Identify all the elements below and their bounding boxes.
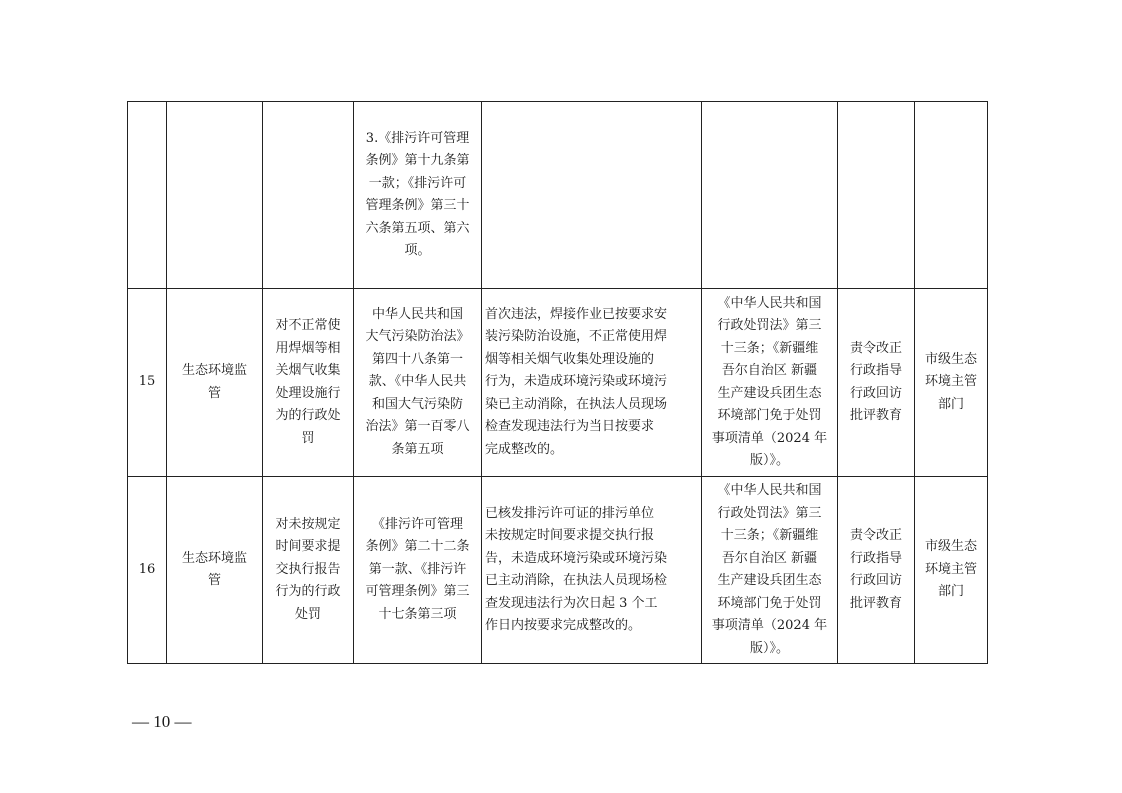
category-cell: 生态环境监 管: [167, 477, 263, 664]
exemption-basis-cell: 《中华人民共和国 行政处罚法》第三 十三条；《新疆维 吾尔自治区 新疆 生产建设兵团生态 环境部门免于处罚 事项清单（2024 年 版）》。: [702, 289, 838, 477]
department-cell: 市级生态 环境主管 部门: [915, 477, 988, 664]
measures-cell: 责令改正 行政指导 行政回访 批评教育: [838, 289, 915, 477]
category-cell: [167, 102, 263, 289]
legal-basis-cell: 3.《排污许可管理 条例》第十九条第 一款；《排污许可 管理条例》第三十 六条第五项、第六 项。: [354, 102, 482, 289]
row-number-cell: [128, 102, 167, 289]
item-cell: 对未按规定 时间要求提 交执行报告 行为的行政 处罚: [263, 477, 354, 664]
row-number-cell: 16: [128, 477, 167, 664]
exemption-basis-cell: 《中华人民共和国 行政处罚法》第三 十三条；《新疆维 吾尔自治区 新疆 生产建设兵团生态 环境部门免于处罚 事项清单（2024 年 版）》。: [702, 477, 838, 664]
item-cell: [263, 102, 354, 289]
exemption-condition-cell: 已核发排污许可证的排污单位 未按规定时间要求提交执行报 告，未造成环境污染或环境污染 已主动消除，在执法人员现场检 查发现违法行为次日起 3 个工 作日内按要求完成整改的。: [482, 477, 702, 664]
exemption-condition-cell: 首次违法，焊接作业已按要求安 装污染防治设施，不正常使用焊 烟等相关烟气收集处理设施的 行为，未造成环境污染或环境污 染已主动消除，在执法人员现场 检查发现违法行为当日按要求 完成整改的。: [482, 289, 702, 477]
department-cell: 市级生态 环境主管 部门: [915, 289, 988, 477]
legal-basis-cell: 中华人民共和国 大气污染防治法》 第四十八条第一 款、《中华人民共 和国大气污染防 治法》第一百零八 条第五项: [354, 289, 482, 477]
item-cell: 对不正常使 用焊烟等相 关烟气收集 处理设施行 为的行政处 罚: [263, 289, 354, 477]
legal-basis-cell: 《排污许可管理 条例》第二十二条 第一款、《排污许 可管理条例》第三 十七条第三项: [354, 477, 482, 664]
department-cell: [915, 102, 988, 289]
penalty-exemption-table: [127, 101, 988, 664]
table-row: [128, 102, 988, 289]
table-row: [128, 289, 988, 477]
measures-cell: [838, 102, 915, 289]
exemption-basis-cell: [702, 102, 838, 289]
row-number-cell: 15: [128, 289, 167, 477]
measures-cell: 责令改正 行政指导 行政回访 批评教育: [838, 477, 915, 664]
category-cell: 生态环境监 管: [167, 289, 263, 477]
exemption-condition-cell: [482, 102, 702, 289]
page-number: — 10 —: [132, 712, 192, 731]
table-row: [128, 477, 988, 664]
